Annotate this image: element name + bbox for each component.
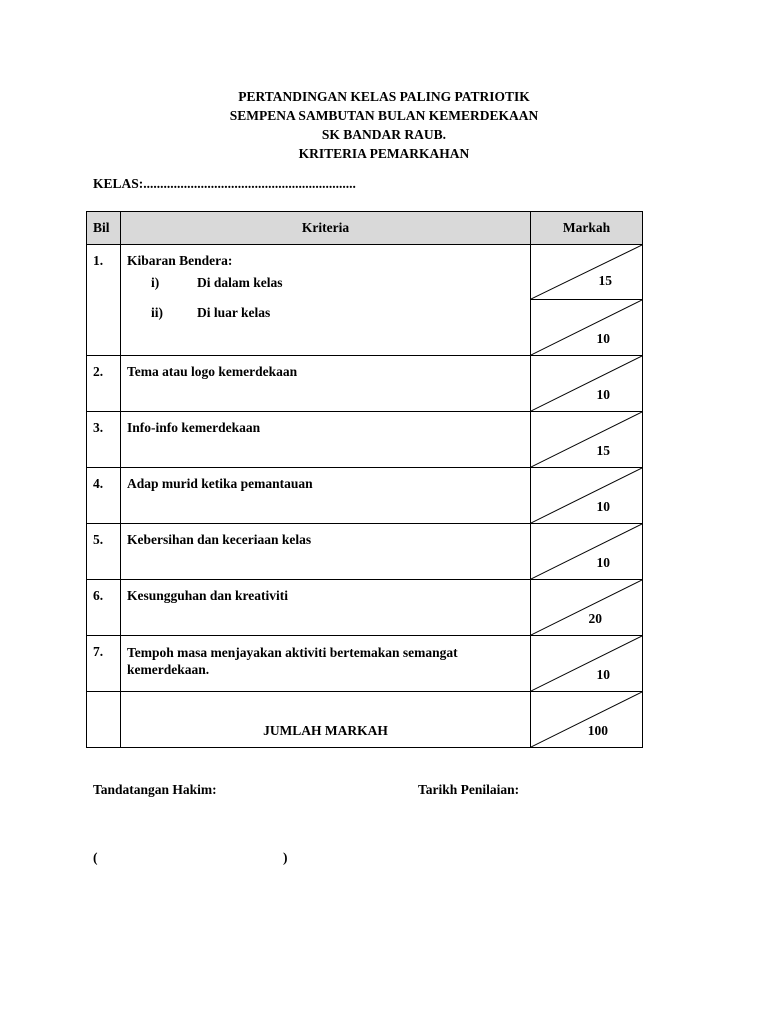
diagonal-divider xyxy=(531,245,642,299)
markah-cell[interactable] xyxy=(531,580,643,636)
school-name: SK BANDAR RAUB. xyxy=(321,127,447,142)
criteria-table xyxy=(86,211,643,748)
row-kriteria: Kebersihan dan keceriaan kelas xyxy=(121,524,531,580)
diagonal-divider xyxy=(531,300,642,355)
table-row xyxy=(87,245,643,300)
markah-cell[interactable] xyxy=(531,356,643,412)
sub-criteria-label: Di luar kelas xyxy=(197,305,271,320)
markah-cell[interactable] xyxy=(531,524,643,580)
row-kriteria xyxy=(121,245,531,356)
diagonal-divider xyxy=(531,356,642,411)
diagonal-divider xyxy=(531,468,642,523)
table-row xyxy=(87,580,643,636)
judge-signature-label: Tandatangan Hakim: xyxy=(93,782,217,797)
table-row xyxy=(87,636,643,692)
total-bil-empty xyxy=(87,692,121,748)
markah-cell[interactable] xyxy=(531,245,643,300)
row-kriteria: Tempoh masa menjayakan aktiviti bertemakan semangat kemerdekaan. xyxy=(121,636,531,692)
total-markah-cell[interactable] xyxy=(531,692,643,748)
form-title-line-1: PERTANDINGAN KELAS PALING PATRIOTIK xyxy=(238,89,530,104)
row-bil: 1. xyxy=(87,245,121,356)
diagonal-divider xyxy=(531,412,642,467)
max-markah: 15 xyxy=(598,273,612,288)
evaluation-date-label: Tarikh Penilaian: xyxy=(418,782,520,797)
name-paren-close: ) xyxy=(283,850,288,865)
markah-cell[interactable] xyxy=(531,468,643,524)
header-kriteria: Kriteria xyxy=(121,212,531,245)
kelas-field: KELAS:............................................................... xyxy=(93,176,356,191)
markah-cell[interactable] xyxy=(531,636,643,692)
form-title-line-2: SEMPENA SAMBUTAN BULAN KEMERDEKAAN xyxy=(229,108,539,123)
total-row xyxy=(87,692,643,748)
row-kriteria: Kesungguhan dan kreativiti xyxy=(121,580,531,636)
row-kriteria: Tema atau logo kemerdekaan xyxy=(121,356,531,412)
diagonal-divider xyxy=(531,636,642,691)
sub-criteria-number: ii) xyxy=(151,305,163,320)
max-markah: 10 xyxy=(596,331,610,346)
sub-criteria-item xyxy=(151,275,530,291)
header-markah: Markah xyxy=(531,212,643,245)
row-bil: 7. xyxy=(87,636,121,692)
max-markah: 15 xyxy=(596,443,610,458)
row-kriteria-label: Kibaran Bendera: xyxy=(127,253,233,268)
total-label: JUMLAH MARKAH xyxy=(121,692,531,748)
diagonal-divider xyxy=(531,524,642,579)
diagonal-divider xyxy=(531,692,642,747)
table-row xyxy=(87,468,643,524)
markah-cell[interactable] xyxy=(531,412,643,468)
table-header-row xyxy=(87,212,643,245)
row-bil: 6. xyxy=(87,580,121,636)
form-subtitle: KRITERIA PEMARKAHAN xyxy=(298,146,470,161)
row-kriteria: Info-info kemerdekaan xyxy=(121,412,531,468)
diagonal-divider xyxy=(531,580,642,635)
table-row xyxy=(87,356,643,412)
max-markah: 10 xyxy=(596,555,610,570)
markah-cell[interactable] xyxy=(531,300,643,356)
row-bil: 2. xyxy=(87,356,121,412)
row-bil: 5. xyxy=(87,524,121,580)
sub-criteria-item xyxy=(151,305,530,321)
table-row xyxy=(87,524,643,580)
header-bil: Bil xyxy=(87,212,121,245)
max-markah: 10 xyxy=(596,667,610,682)
row-bil: 3. xyxy=(87,412,121,468)
total-markah: 100 xyxy=(587,723,608,738)
name-paren-open: ( xyxy=(93,850,98,865)
row-bil: 4. xyxy=(87,468,121,524)
sub-criteria-number: i) xyxy=(151,275,160,290)
max-markah: 10 xyxy=(596,499,610,514)
max-markah: 20 xyxy=(588,611,602,626)
table-row xyxy=(87,412,643,468)
row-kriteria: Adap murid ketika pemantauan xyxy=(121,468,531,524)
max-markah: 10 xyxy=(596,387,610,402)
sub-criteria-label: Di dalam kelas xyxy=(197,275,283,290)
